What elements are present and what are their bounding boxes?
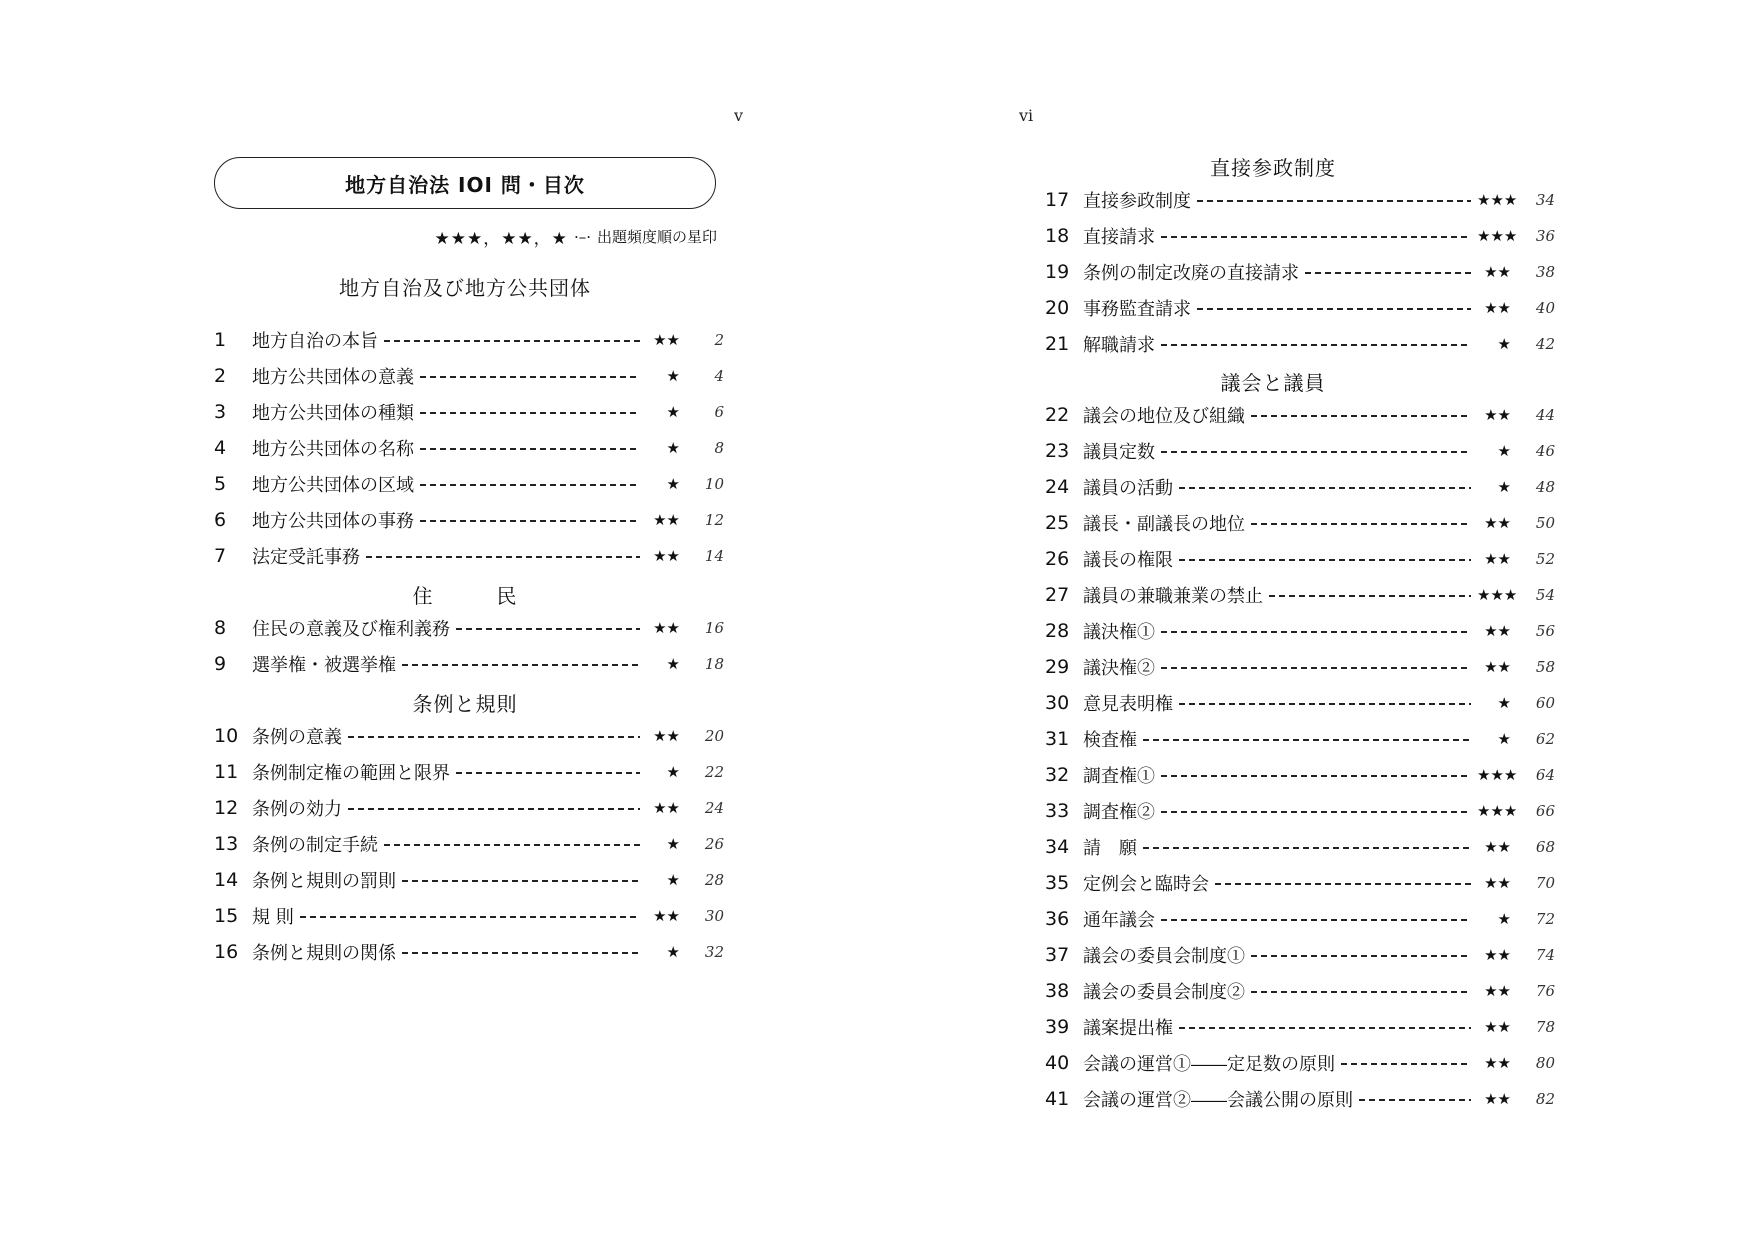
toc-entry[interactable] <box>1045 327 1555 361</box>
frequency-stars: ★★ <box>1484 874 1511 892</box>
entry-title: 議長・副議長の地位 <box>1083 514 1245 535</box>
entry-number: 10 <box>214 725 239 747</box>
dot-leader <box>1161 236 1471 238</box>
toc-entry[interactable] <box>214 503 724 537</box>
entry-title: 議決権① <box>1083 622 1155 643</box>
entry-title: 条例制定権の範囲と限界 <box>252 763 450 784</box>
entry-page: 62 <box>1535 730 1555 748</box>
frequency-stars: ★ <box>666 655 680 673</box>
frequency-stars: ★★★ <box>1477 227 1518 245</box>
dot-leader <box>456 772 640 774</box>
entry-title: 事務監査請求 <box>1083 299 1191 320</box>
toc-entry[interactable] <box>1045 938 1555 972</box>
entry-number: 19 <box>1045 261 1070 283</box>
entry-title: 地方公共団体の区域 <box>252 475 414 496</box>
frequency-stars: ★ <box>1497 335 1511 353</box>
frequency-stars: ★★ <box>1484 550 1511 568</box>
toc-entry[interactable] <box>214 863 724 897</box>
entry-number: 32 <box>1045 764 1070 786</box>
dot-leader <box>1179 703 1471 705</box>
frequency-stars: ★ <box>1497 694 1511 712</box>
left-page <box>0 0 877 1241</box>
entry-number: 31 <box>1045 728 1070 750</box>
dot-leader <box>366 556 640 558</box>
entry-title: 直接請求 <box>1083 227 1155 248</box>
entry-number: 6 <box>214 509 227 531</box>
toc-entry[interactable] <box>1045 650 1555 684</box>
toc-entry[interactable] <box>214 431 724 465</box>
toc-entry[interactable] <box>1045 255 1555 289</box>
entry-number: 22 <box>1045 404 1070 426</box>
toc-entry[interactable] <box>1045 722 1555 756</box>
dot-leader <box>456 628 640 630</box>
entry-title: 議員の活動 <box>1083 478 1173 499</box>
entry-title: 議会の委員会制度② <box>1083 982 1245 1003</box>
legend-dash: ·–· <box>573 227 591 246</box>
dot-leader <box>402 952 640 954</box>
entry-number: 30 <box>1045 692 1070 714</box>
dot-leader <box>1161 451 1471 453</box>
entry-number: 40 <box>1045 1052 1070 1074</box>
entry-number: 3 <box>214 401 227 423</box>
dot-leader <box>1251 415 1471 417</box>
dot-leader <box>384 844 640 846</box>
entry-title: 地方公共団体の事務 <box>252 511 414 532</box>
frequency-stars: ★★ <box>1484 946 1511 964</box>
dot-leader <box>348 736 640 738</box>
toc-entry[interactable] <box>1045 866 1555 900</box>
entry-number: 35 <box>1045 872 1070 894</box>
dot-leader <box>1161 775 1471 777</box>
entry-page: 46 <box>1535 442 1555 460</box>
entry-page: 44 <box>1535 406 1555 424</box>
page-number: vi <box>1019 106 1034 125</box>
entry-number: 28 <box>1045 620 1070 642</box>
frequency-stars: ★★ <box>1484 263 1511 281</box>
entry-page: 70 <box>1535 874 1555 892</box>
entry-page: 58 <box>1535 658 1555 676</box>
entry-title: 通年議会 <box>1083 910 1155 931</box>
frequency-stars: ★★ <box>1484 982 1511 1000</box>
frequency-stars: ★ <box>666 403 680 421</box>
dot-leader <box>1161 631 1471 633</box>
frequency-stars: ★ <box>1497 478 1511 496</box>
section-heading: 地方自治及び地方公共団体 <box>339 276 591 300</box>
entry-page: 80 <box>1535 1054 1555 1072</box>
toc-entry[interactable] <box>214 755 724 789</box>
dot-leader <box>1179 1027 1471 1029</box>
toc-entry[interactable] <box>1045 470 1555 504</box>
entry-page: 78 <box>1535 1018 1555 1036</box>
entry-page: 56 <box>1535 622 1555 640</box>
toc-entry[interactable] <box>214 647 724 681</box>
entry-title: 会議の運営①――定足数の原則 <box>1083 1054 1335 1075</box>
entry-page: 36 <box>1535 227 1555 245</box>
entry-title: 地方自治の本旨 <box>252 331 378 352</box>
entry-title: 解職請求 <box>1083 335 1155 356</box>
dot-leader <box>1269 595 1471 597</box>
entry-page: 30 <box>704 907 724 925</box>
toc-entry[interactable] <box>214 395 724 429</box>
dot-leader <box>420 376 640 378</box>
toc-entry[interactable] <box>1045 1082 1555 1116</box>
star-legend <box>434 224 717 249</box>
entry-number: 4 <box>214 437 227 459</box>
dot-leader <box>1197 200 1471 202</box>
frequency-stars: ★ <box>666 943 680 961</box>
toc-entry[interactable] <box>1045 902 1555 936</box>
frequency-stars: ★★ <box>653 619 680 637</box>
entry-number: 38 <box>1045 980 1070 1002</box>
entry-number: 18 <box>1045 225 1070 247</box>
entry-title: 規 則 <box>252 907 294 928</box>
entry-number: 13 <box>214 833 239 855</box>
entry-page: 68 <box>1535 838 1555 856</box>
entry-number: 39 <box>1045 1016 1070 1038</box>
toc-entry[interactable] <box>214 323 724 357</box>
frequency-stars: ★★ <box>1484 1090 1511 1108</box>
entry-title: 議長の権限 <box>1083 550 1173 571</box>
entry-number: 23 <box>1045 440 1070 462</box>
entry-title: 検査権 <box>1083 730 1137 751</box>
frequency-stars: ★★★ <box>1477 586 1518 604</box>
frequency-stars: ★★★ <box>1477 191 1518 209</box>
entry-title: 条例と規則の罰則 <box>252 871 396 892</box>
frequency-stars: ★ <box>666 835 680 853</box>
frequency-stars: ★ <box>1497 730 1511 748</box>
entry-page: 32 <box>704 943 724 961</box>
toc-entry[interactable] <box>214 719 724 753</box>
entry-title: 地方公共団体の種類 <box>252 403 414 424</box>
frequency-stars: ★★ <box>653 547 680 565</box>
dot-leader <box>1143 739 1471 741</box>
right-page <box>878 0 1755 1241</box>
entry-number: 37 <box>1045 944 1070 966</box>
entry-number: 15 <box>214 905 239 927</box>
frequency-stars: ★★ <box>1484 658 1511 676</box>
section-heading: 議会と議員 <box>1220 371 1326 395</box>
frequency-stars: ★★ <box>1484 1018 1511 1036</box>
toc-entry[interactable] <box>214 467 724 501</box>
dot-leader <box>402 664 640 666</box>
entry-page: 82 <box>1535 1090 1555 1108</box>
frequency-stars: ★★ <box>1484 406 1511 424</box>
entry-page: 42 <box>1535 335 1555 353</box>
dot-leader <box>300 916 640 918</box>
entry-title: 会議の運営②――会議公開の原則 <box>1083 1090 1353 1111</box>
frequency-stars: ★ <box>666 871 680 889</box>
entry-title: 直接参政制度 <box>1083 191 1191 212</box>
entry-page: 22 <box>704 763 724 781</box>
dot-leader <box>1161 811 1471 813</box>
entry-page: 74 <box>1535 946 1555 964</box>
entry-title: 調査権② <box>1083 802 1155 823</box>
entry-page: 8 <box>714 439 724 457</box>
toc-entry[interactable] <box>1045 219 1555 253</box>
entry-title: 請 願 <box>1083 838 1137 859</box>
toc-entry[interactable] <box>1045 434 1555 468</box>
entry-title: 選挙権・被選挙権 <box>252 655 396 676</box>
dot-leader <box>1359 1099 1471 1101</box>
frequency-stars: ★★ <box>653 727 680 745</box>
frequency-stars: ★★ <box>653 331 680 349</box>
frequency-stars: ★ <box>666 475 680 493</box>
frequency-stars: ★★ <box>1484 514 1511 532</box>
dot-leader <box>420 412 640 414</box>
section-heading: 住 民 <box>412 584 518 608</box>
frequency-stars: ★ <box>666 763 680 781</box>
entry-title: 条例と規則の関係 <box>252 943 396 964</box>
entry-title: 住民の意義及び権利義務 <box>252 619 450 640</box>
entry-number: 17 <box>1045 189 1070 211</box>
dot-leader <box>1179 487 1471 489</box>
entry-number: 27 <box>1045 584 1070 606</box>
entry-number: 14 <box>214 869 239 891</box>
entry-title: 意見表明権 <box>1083 694 1173 715</box>
entry-page: 76 <box>1535 982 1555 1000</box>
toc-entry[interactable] <box>1045 686 1555 720</box>
entry-number: 33 <box>1045 800 1070 822</box>
toc-entry[interactable] <box>1045 1046 1555 1080</box>
dot-leader <box>1251 991 1471 993</box>
entry-page: 72 <box>1535 910 1555 928</box>
entry-number: 24 <box>1045 476 1070 498</box>
entry-title: 議会の委員会制度① <box>1083 946 1245 967</box>
entry-title: 地方公共団体の意義 <box>252 367 414 388</box>
frequency-stars: ★★ <box>1484 838 1511 856</box>
frequency-stars: ★★ <box>1484 1054 1511 1072</box>
entry-number: 9 <box>214 653 227 675</box>
entry-number: 11 <box>214 761 239 783</box>
dot-leader <box>420 484 640 486</box>
toc-entry[interactable] <box>1045 1010 1555 1044</box>
entry-page: 38 <box>1535 263 1555 281</box>
entry-number: 8 <box>214 617 227 639</box>
frequency-stars: ★★★ <box>1477 802 1518 820</box>
dot-leader <box>1215 883 1471 885</box>
entry-page: 26 <box>704 835 724 853</box>
toc-entry[interactable] <box>1045 614 1555 648</box>
entry-page: 40 <box>1535 299 1555 317</box>
entry-page: 66 <box>1535 802 1555 820</box>
toc-entry[interactable] <box>214 791 724 825</box>
toc-entry[interactable] <box>1045 794 1555 828</box>
dot-leader <box>1251 955 1471 957</box>
entry-page: 50 <box>1535 514 1555 532</box>
frequency-stars: ★★ <box>653 799 680 817</box>
dot-leader <box>348 808 640 810</box>
entry-page: 52 <box>1535 550 1555 568</box>
toc-title: 地方自治法 IOI 問・目次 <box>214 157 716 209</box>
entry-title: 法定受託事務 <box>252 547 360 568</box>
entry-title: 議決権② <box>1083 658 1155 679</box>
entry-title: 条例の制定手続 <box>252 835 378 856</box>
entry-title: 定例会と臨時会 <box>1083 874 1209 895</box>
entry-page: 54 <box>1535 586 1555 604</box>
entry-number: 21 <box>1045 333 1070 355</box>
toc-entry[interactable] <box>214 611 724 645</box>
dot-leader <box>420 448 640 450</box>
dot-leader <box>1341 1063 1471 1065</box>
entry-number: 7 <box>214 545 227 567</box>
dot-leader <box>1251 523 1471 525</box>
toc-entry[interactable] <box>214 539 724 573</box>
entry-number: 5 <box>214 473 227 495</box>
toc-entry[interactable] <box>1045 506 1555 540</box>
entry-title: 条例の制定改廃の直接請求 <box>1083 263 1299 284</box>
dot-leader <box>1179 559 1471 561</box>
page-number: v <box>734 106 744 125</box>
dot-leader <box>1143 847 1471 849</box>
dot-leader <box>420 520 640 522</box>
entry-title: 地方公共団体の名称 <box>252 439 414 460</box>
toc-entry[interactable] <box>214 359 724 393</box>
toc-entry[interactable] <box>1045 398 1555 432</box>
entry-page: 60 <box>1535 694 1555 712</box>
toc-entry[interactable] <box>1045 291 1555 325</box>
entry-number: 1 <box>214 329 227 351</box>
entry-page: 10 <box>704 475 724 493</box>
toc-entry[interactable] <box>214 935 724 969</box>
entry-page: 16 <box>704 619 724 637</box>
entry-number: 34 <box>1045 836 1070 858</box>
entry-page: 48 <box>1535 478 1555 496</box>
dot-leader <box>402 880 640 882</box>
toc-entry[interactable] <box>1045 974 1555 1008</box>
frequency-stars: ★★ <box>653 511 680 529</box>
entry-title: 条例の効力 <box>252 799 342 820</box>
entry-title: 議員の兼職兼業の禁止 <box>1083 586 1263 607</box>
dot-leader <box>384 340 640 342</box>
entry-number: 16 <box>214 941 239 963</box>
entry-title: 調査権① <box>1083 766 1155 787</box>
toc-entry[interactable] <box>1045 542 1555 576</box>
toc-entry[interactable] <box>1045 183 1555 217</box>
entry-number: 29 <box>1045 656 1070 678</box>
entry-page: 24 <box>704 799 724 817</box>
toc-entry[interactable] <box>1045 578 1555 612</box>
entry-page: 14 <box>704 547 724 565</box>
entry-title: 議会の地位及び組織 <box>1083 406 1245 427</box>
entry-title: 議員定数 <box>1083 442 1155 463</box>
entry-page: 2 <box>714 331 724 349</box>
entry-page: 6 <box>714 403 724 421</box>
entry-page: 28 <box>704 871 724 889</box>
dot-leader <box>1161 919 1471 921</box>
entry-number: 12 <box>214 797 239 819</box>
entry-number: 41 <box>1045 1088 1070 1110</box>
frequency-stars: ★★ <box>1484 299 1511 317</box>
entry-number: 26 <box>1045 548 1070 570</box>
frequency-stars: ★ <box>666 367 680 385</box>
entry-title: 条例の意義 <box>252 727 342 748</box>
toc-entry[interactable] <box>1045 830 1555 864</box>
toc-entry[interactable] <box>214 827 724 861</box>
frequency-stars: ★ <box>666 439 680 457</box>
frequency-stars: ★★★ <box>1477 766 1518 784</box>
entry-number: 2 <box>214 365 227 387</box>
entry-title: 議案提出権 <box>1083 1018 1173 1039</box>
dot-leader <box>1305 272 1471 274</box>
section-heading: 条例と規則 <box>412 692 518 716</box>
toc-entry[interactable] <box>1045 758 1555 792</box>
entry-page: 34 <box>1535 191 1555 209</box>
entry-number: 20 <box>1045 297 1070 319</box>
frequency-stars: ★★ <box>653 907 680 925</box>
dot-leader <box>1161 667 1471 669</box>
legend-stars: ★★★，★★，★ <box>434 229 568 249</box>
frequency-stars: ★ <box>1497 442 1511 460</box>
entry-page: 20 <box>704 727 724 745</box>
entry-number: 36 <box>1045 908 1070 930</box>
dot-leader <box>1161 344 1471 346</box>
entry-page: 64 <box>1535 766 1555 784</box>
entry-page: 4 <box>714 367 724 385</box>
frequency-stars: ★ <box>1497 910 1511 928</box>
entry-page: 18 <box>704 655 724 673</box>
frequency-stars: ★★ <box>1484 622 1511 640</box>
entry-page: 12 <box>704 511 724 529</box>
dot-leader <box>1197 308 1471 310</box>
legend-text: 出題頻度順の星印 <box>596 228 717 246</box>
toc-entry[interactable] <box>214 899 724 933</box>
entry-number: 25 <box>1045 512 1070 534</box>
section-heading: 直接参政制度 <box>1210 156 1336 180</box>
